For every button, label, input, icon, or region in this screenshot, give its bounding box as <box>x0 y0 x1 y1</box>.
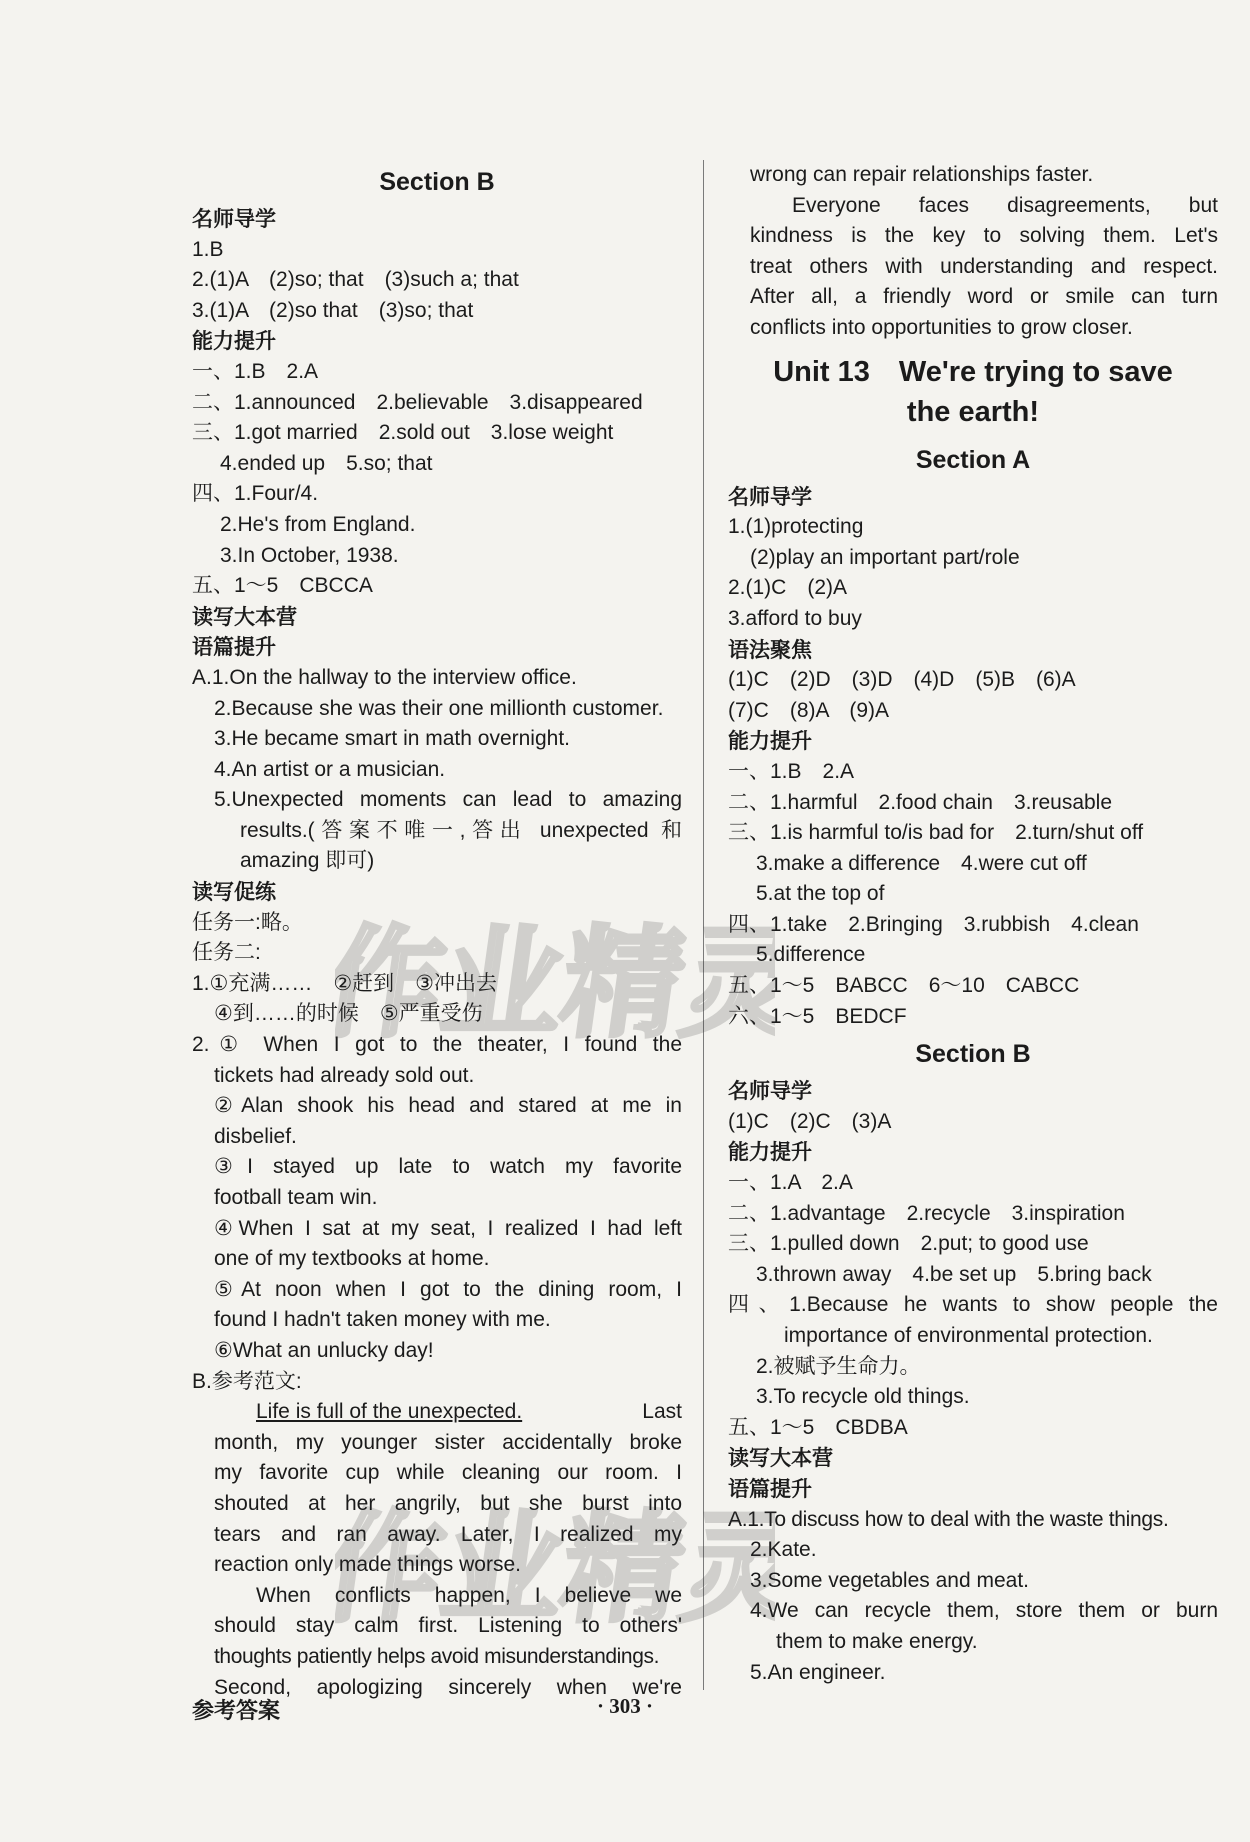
essay-line: thoughts patiently helps avoid misunderstandings. <box>214 1644 660 1668</box>
answer-line: 一、1.B 2.A <box>192 359 319 383</box>
answer-line: 二、1.harmful 2.food chain 3.reusable <box>728 790 1113 814</box>
answer-line: one of my textbooks at home. <box>214 1247 490 1271</box>
essay-line: Second, apologizing sincerely when we're <box>214 1675 682 1699</box>
answer-line: 四、1.take 2.Bringing 3.rubbish 4.clean <box>728 912 1139 936</box>
answer-line: 2.被赋予生命力。 <box>756 1354 921 1378</box>
essay-line: conflicts into opportunities to grow closer. <box>750 315 1133 339</box>
essay-line: treat others with understanding and respect. <box>750 254 1218 278</box>
essay-line: Everyone faces disagreements, but <box>792 193 1218 217</box>
column-divider <box>703 160 704 1690</box>
page-number: · 303 · <box>596 1694 653 1718</box>
essay-topic-sentence: Life is full of the unexpected. <box>256 1400 523 1424</box>
heading-duxie: 读写大本营 <box>728 1446 833 1471</box>
svg-text:作业精灵: 作业精灵 <box>335 914 775 1050</box>
heading-cujin: 读写促练 <box>192 880 276 905</box>
answer-line: 四、1.Because he wants to show people the <box>728 1293 1218 1317</box>
essay-line: month, my younger sister accidentally broke <box>214 1430 682 1454</box>
answer-line: 1.B <box>192 237 224 261</box>
answer-line: ⑥What an unlucky day! <box>214 1338 434 1362</box>
left-column <box>192 160 682 1703</box>
essay-line: kindness is the key to solving them. Let's <box>750 224 1218 248</box>
section-a-title: Section A <box>915 445 1031 474</box>
model-essay-label: B.参考范文: <box>192 1369 302 1393</box>
answer-line: 2.① When I got to the theater, I found the <box>192 1033 682 1057</box>
answer-line: 1.①充满…… ②赶到 ③冲出去 <box>192 971 497 995</box>
answer-line: 5.Unexpected moments can lead to amazing <box>214 788 682 812</box>
answer-line: tickets had already sold out. <box>214 1063 475 1087</box>
heading-nengli: 能力提升 <box>728 729 812 754</box>
unit-title <box>728 352 1218 432</box>
answer-line: 3.Some vegetables and meat. <box>750 1568 1030 1592</box>
essay-line: my favorite cup while cleaning our room. I <box>214 1461 682 1485</box>
answer-line: 一、1.A 2.A <box>728 1171 853 1195</box>
answer-line: 三、1.is harmful to/is bad for 2.turn/shut off <box>728 821 1144 845</box>
answer-line: (1)C (2)D (3)D (4)D (5)B (6)A <box>728 668 1076 692</box>
answer-line: 3.He became smart in math overnight. <box>214 727 570 751</box>
answer-line: found I hadn't taken money with me. <box>214 1308 551 1332</box>
answer-line: (2)play an important part/role <box>750 545 1020 569</box>
essay-line <box>192 1397 682 1428</box>
answer-line: ⑤At noon when I got to the dining room, I <box>214 1277 682 1301</box>
answer-line: amazing 即可) <box>240 849 375 873</box>
answer-line: A.1.On the hallway to the interview office. <box>192 665 577 689</box>
answer-line: 3.In October, 1938. <box>220 543 399 567</box>
answer-line: 3.afford to buy <box>728 606 862 630</box>
essay-line: tears and ran away. Later, I realized my <box>214 1522 682 1546</box>
answer-line: 2.Because she was their one millionth customer. <box>214 696 664 720</box>
answer-line: ④When I sat at my seat, I realized I had left <box>214 1216 682 1240</box>
heading-nengli: 能力提升 <box>192 329 276 354</box>
answer-line: 3.(1)A (2)so that (3)so; that <box>192 298 474 322</box>
answer-line: 一、1.B 2.A <box>728 759 855 783</box>
answer-line: 5.at the top of <box>756 882 885 906</box>
answer-line: 五、1～5 CBCCA <box>192 574 373 598</box>
essay-line: After all, a friendly word or smile can turn <box>750 285 1218 309</box>
answer-line: (1)C (2)C (3)A <box>728 1109 892 1133</box>
answer-line: 4.ended up 5.so; that <box>220 451 433 475</box>
answer-line: 二、1.advantage 2.recycle 3.inspiration <box>728 1201 1125 1225</box>
answer-line: 二、1.announced 2.believable 3.disappeared <box>192 390 643 414</box>
answer-line: 四、1.Four/4. <box>192 482 319 506</box>
answer-line: 三、1.pulled down 2.put; to good use <box>728 1232 1089 1256</box>
answer-line: 六、1～5 BEDCF <box>728 1004 907 1028</box>
right-column <box>728 160 1218 1688</box>
answer-line: results.(答案不唯一,答出 unexpected 和 <box>240 818 682 842</box>
answer-line: 2.Kate. <box>750 1538 817 1562</box>
answer-line: 1.(1)protecting <box>728 515 864 539</box>
essay-line: When conflicts happen, I believe we <box>256 1583 682 1607</box>
essay-line: should stay calm first. Listening to others' <box>214 1614 682 1638</box>
task-one: 任务一:略。 <box>192 910 303 934</box>
answer-line: 三、1.got married 2.sold out 3.lose weight <box>192 421 614 445</box>
answer-line: (7)C (8)A (9)A <box>728 698 890 722</box>
answer-line: 五、1～5 CBDBA <box>728 1415 908 1439</box>
unit-title-line-2: the earth! <box>906 395 1040 428</box>
answer-line: 3.thrown away 4.be set up 5.bring back <box>756 1262 1152 1286</box>
section-b-title: Section B <box>915 1040 1031 1069</box>
heading-mingshi: 名师导学 <box>192 207 276 231</box>
answer-line: 5.An engineer. <box>750 1660 886 1684</box>
answer-line: ③I stayed up late to watch my favorite <box>214 1155 682 1179</box>
section-b-title: Section B <box>379 168 495 196</box>
answer-line: 3.To recycle old things. <box>756 1385 970 1409</box>
answer-line: 五、1～5 BABCC 6～10 CABCC <box>728 974 1080 998</box>
footer-label: 参考答案 <box>192 1698 281 1724</box>
answer-line: disbelief. <box>214 1124 297 1148</box>
answer-line: them to make energy. <box>776 1629 978 1653</box>
essay-line: reaction only made things worse. <box>214 1553 521 1577</box>
answer-line: ②Alan shook his head and stared at me in <box>214 1094 682 1118</box>
essay-word: Last <box>642 1400 682 1424</box>
unit-title-line-1: Unit 13 We're trying to save <box>773 355 1173 388</box>
heading-yupian: 语篇提升 <box>192 635 276 660</box>
heading-mingshi: 名师导学 <box>728 484 812 509</box>
task-two: 任务二: <box>192 941 261 965</box>
heading-nengli: 能力提升 <box>728 1140 812 1165</box>
heading-mingshi: 名师导学 <box>728 1079 812 1104</box>
heading-duxie: 读写大本营 <box>192 604 297 629</box>
answer-line: football team win. <box>214 1186 378 1209</box>
answer-line: 3.make a difference 4.were cut off <box>756 851 1087 875</box>
answer-line: A.1.To discuss how to deal with the waste things. <box>728 1507 1169 1531</box>
essay-line: shouted at her angrily, but she burst into <box>214 1491 682 1515</box>
answer-line: ④到……的时候 ⑤严重受伤 <box>214 1002 483 1026</box>
answer-line: 2.He's from England. <box>220 512 416 536</box>
heading-yufa: 语法聚焦 <box>728 637 812 662</box>
essay-line: wrong can repair relationships faster. <box>750 163 1094 186</box>
answer-line: 4.We can recycle them, store them or burn <box>750 1599 1218 1623</box>
answer-line: 2.(1)A (2)so; that (3)such a; that <box>192 268 519 292</box>
answer-line: importance of environmental protection. <box>784 1324 1153 1347</box>
answer-line: 4.An artist or a musician. <box>214 757 446 781</box>
heading-yupian: 语篇提升 <box>728 1476 812 1501</box>
svg-text:作业精灵: 作业精灵 <box>335 1499 775 1635</box>
answer-line: 2.(1)C (2)A <box>728 576 848 600</box>
answer-line: 5.difference <box>756 943 866 967</box>
